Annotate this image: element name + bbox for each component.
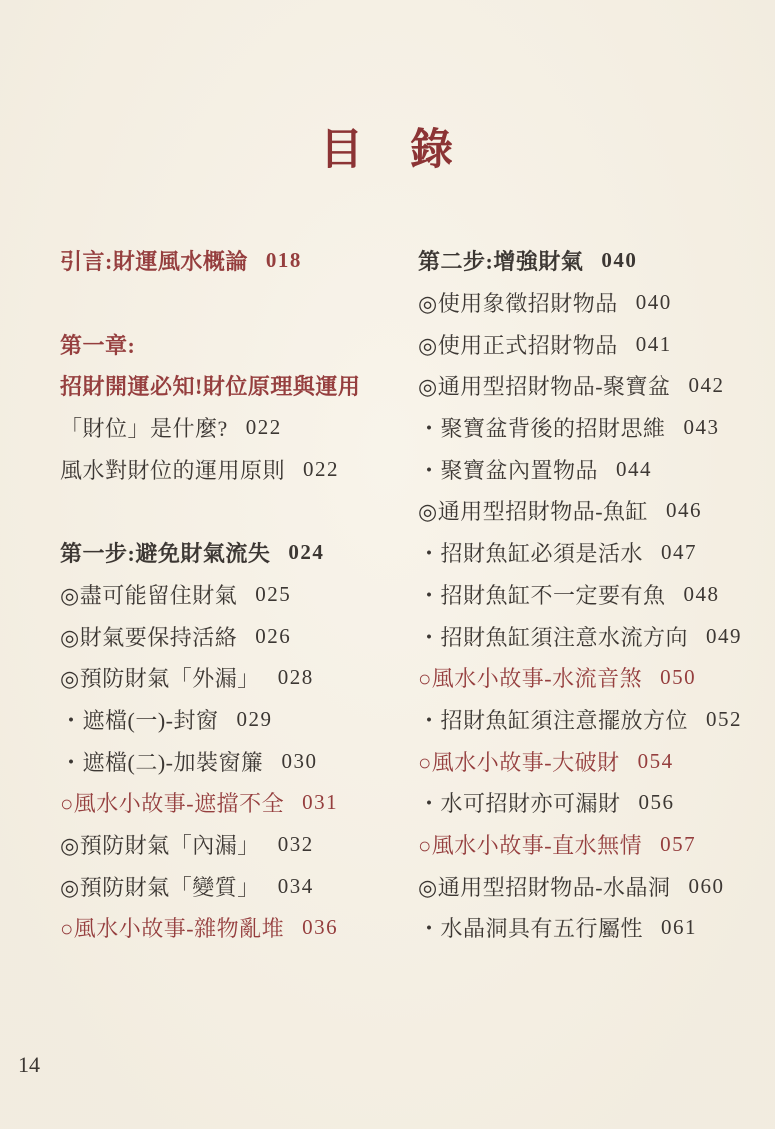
toc-entry-page: 036 (302, 915, 339, 940)
toc-entry-page: 034 (277, 873, 314, 898)
toc-entry (418, 323, 768, 365)
page-number: 14 (18, 1052, 40, 1077)
toc-entry-page: 043 (683, 415, 720, 440)
toc-entry-page: 061 (661, 915, 698, 940)
toc-entry (418, 782, 768, 824)
toc-entry-label: 第一步:避免財氣流失 (60, 541, 271, 567)
toc-entry-label: ○風水小故事-遮擋不全 (60, 791, 285, 817)
toc-entry-label: ○風水小故事-水流音煞 (418, 666, 643, 692)
page-title: 目 錄 (320, 127, 455, 174)
toc-entry (60, 407, 410, 449)
toc-entry (418, 490, 768, 532)
toc-entry (418, 615, 768, 657)
toc-entry (60, 574, 410, 616)
toc-entry-page: 029 (236, 706, 273, 731)
toc-entry (418, 657, 768, 699)
toc-entry-label: 引言:財運風水概論 (60, 249, 248, 275)
toc-entry (60, 365, 410, 407)
toc-entry (60, 782, 410, 824)
toc-entry-label: ○風水小故事-雜物亂堆 (60, 916, 285, 942)
toc-entry (60, 240, 410, 282)
toc-entry-label: ・聚寶盆背後的招財思維 (418, 416, 666, 442)
toc-entry-label: ◎通用型招財物品-水晶洞 (418, 874, 671, 900)
toc-entry (60, 448, 410, 490)
toc-entry-page: 042 (688, 373, 725, 398)
toc-entry-page: 052 (706, 706, 743, 731)
toc-entry (418, 532, 768, 574)
toc-entry-page: 026 (255, 623, 292, 648)
toc-entry-label: ◎預防財氣「外漏」 (60, 666, 260, 692)
toc-entry (418, 240, 768, 282)
toc-column-right (418, 240, 768, 949)
toc-entry-page: 044 (616, 456, 653, 481)
toc-entry-page: 048 (683, 581, 720, 606)
toc-entry-label: ・水可招財亦可漏財 (418, 791, 621, 817)
toc-entry-label: 第一章: (60, 332, 136, 358)
toc-entry-label: 第二步:增強財氣 (418, 249, 584, 275)
toc-entry (60, 532, 410, 574)
toc-entry-label: ・聚寶盆內置物品 (418, 457, 599, 483)
toc-entry-page: 028 (277, 665, 314, 690)
toc-entry-label: ◎預防財氣「內漏」 (60, 832, 260, 858)
toc-entry (418, 865, 768, 907)
toc-entry (60, 323, 410, 365)
toc-entry-label: ・遮檔(二)-加裝窗簾 (60, 749, 264, 775)
toc-entry (418, 699, 768, 741)
toc-entry (60, 907, 410, 949)
toc-entry-label: ○風水小故事-大破財 (418, 749, 620, 775)
toc-entry-label: ○風水小故事-直水無情 (418, 832, 643, 858)
toc-entry (418, 740, 768, 782)
toc-entry-page: 057 (660, 831, 697, 856)
toc-entry-page: 032 (277, 831, 314, 856)
toc-entry (60, 865, 410, 907)
toc-entry (418, 907, 768, 949)
toc-entry-page: 041 (635, 331, 672, 356)
toc-entry-page: 018 (265, 248, 302, 273)
toc-entry-label: ・招財魚缸須注意水流方向 (418, 624, 689, 650)
toc-entry (60, 657, 410, 699)
toc-entry (60, 615, 410, 657)
toc-entry-label: ◎通用型招財物品-聚寶盆 (418, 374, 671, 400)
toc-entry-page: 022 (245, 415, 282, 440)
toc-entry-label: ◎通用型招財物品-魚缸 (418, 499, 649, 525)
toc-entry (418, 824, 768, 866)
toc-entry-page: 054 (637, 748, 674, 773)
toc-entry-label: ◎使用正式招財物品 (418, 332, 618, 358)
toc-entry-label: ・招財魚缸不一定要有魚 (418, 582, 666, 608)
toc-entry (418, 407, 768, 449)
toc-entry (418, 282, 768, 324)
toc-entry (418, 574, 768, 616)
toc-entry-label: ◎財氣要保持活絡 (60, 624, 238, 650)
toc-column-left (60, 240, 410, 949)
toc-entry-page: 031 (302, 790, 339, 815)
toc-entry-page: 056 (638, 790, 675, 815)
toc-entry-label: ・招財魚缸須注意擺放方位 (418, 707, 689, 733)
toc-entry (418, 448, 768, 490)
toc-entry-page: 046 (666, 498, 703, 523)
toc-entry-label: ◎預防財氣「變質」 (60, 874, 260, 900)
toc-entry-label: 「財位」是什麼? (60, 416, 228, 442)
toc-entry-label: 招財開運必知!財位原理與運用 (60, 374, 361, 400)
toc-entry-label: ・遮檔(一)-封窗 (60, 707, 219, 733)
toc-entry-label: ◎盡可能留住財氣 (60, 582, 238, 608)
toc-entry (60, 699, 410, 741)
toc-entry (60, 824, 410, 866)
toc-entry-page: 030 (281, 748, 318, 773)
toc-entry-page: 060 (688, 873, 725, 898)
toc-entry-page: 047 (661, 540, 698, 565)
toc-entry-page: 024 (288, 540, 325, 565)
toc-entry-label: ◎使用象徵招財物品 (418, 291, 618, 317)
toc-entry-page: 040 (635, 290, 672, 315)
toc-entry-page: 022 (303, 456, 340, 481)
toc-entry-label: 風水對財位的運用原則 (60, 457, 286, 483)
toc-entry (60, 740, 410, 782)
toc-entry-page: 040 (601, 248, 638, 273)
toc-entry-label: ・水晶洞具有五行屬性 (418, 916, 644, 942)
toc-entry-page: 025 (255, 581, 292, 606)
toc-entry-page: 050 (660, 665, 697, 690)
toc-entry-page: 049 (706, 623, 743, 648)
toc-entry (418, 365, 768, 407)
toc-entry-label: ・招財魚缸必須是活水 (418, 541, 644, 567)
